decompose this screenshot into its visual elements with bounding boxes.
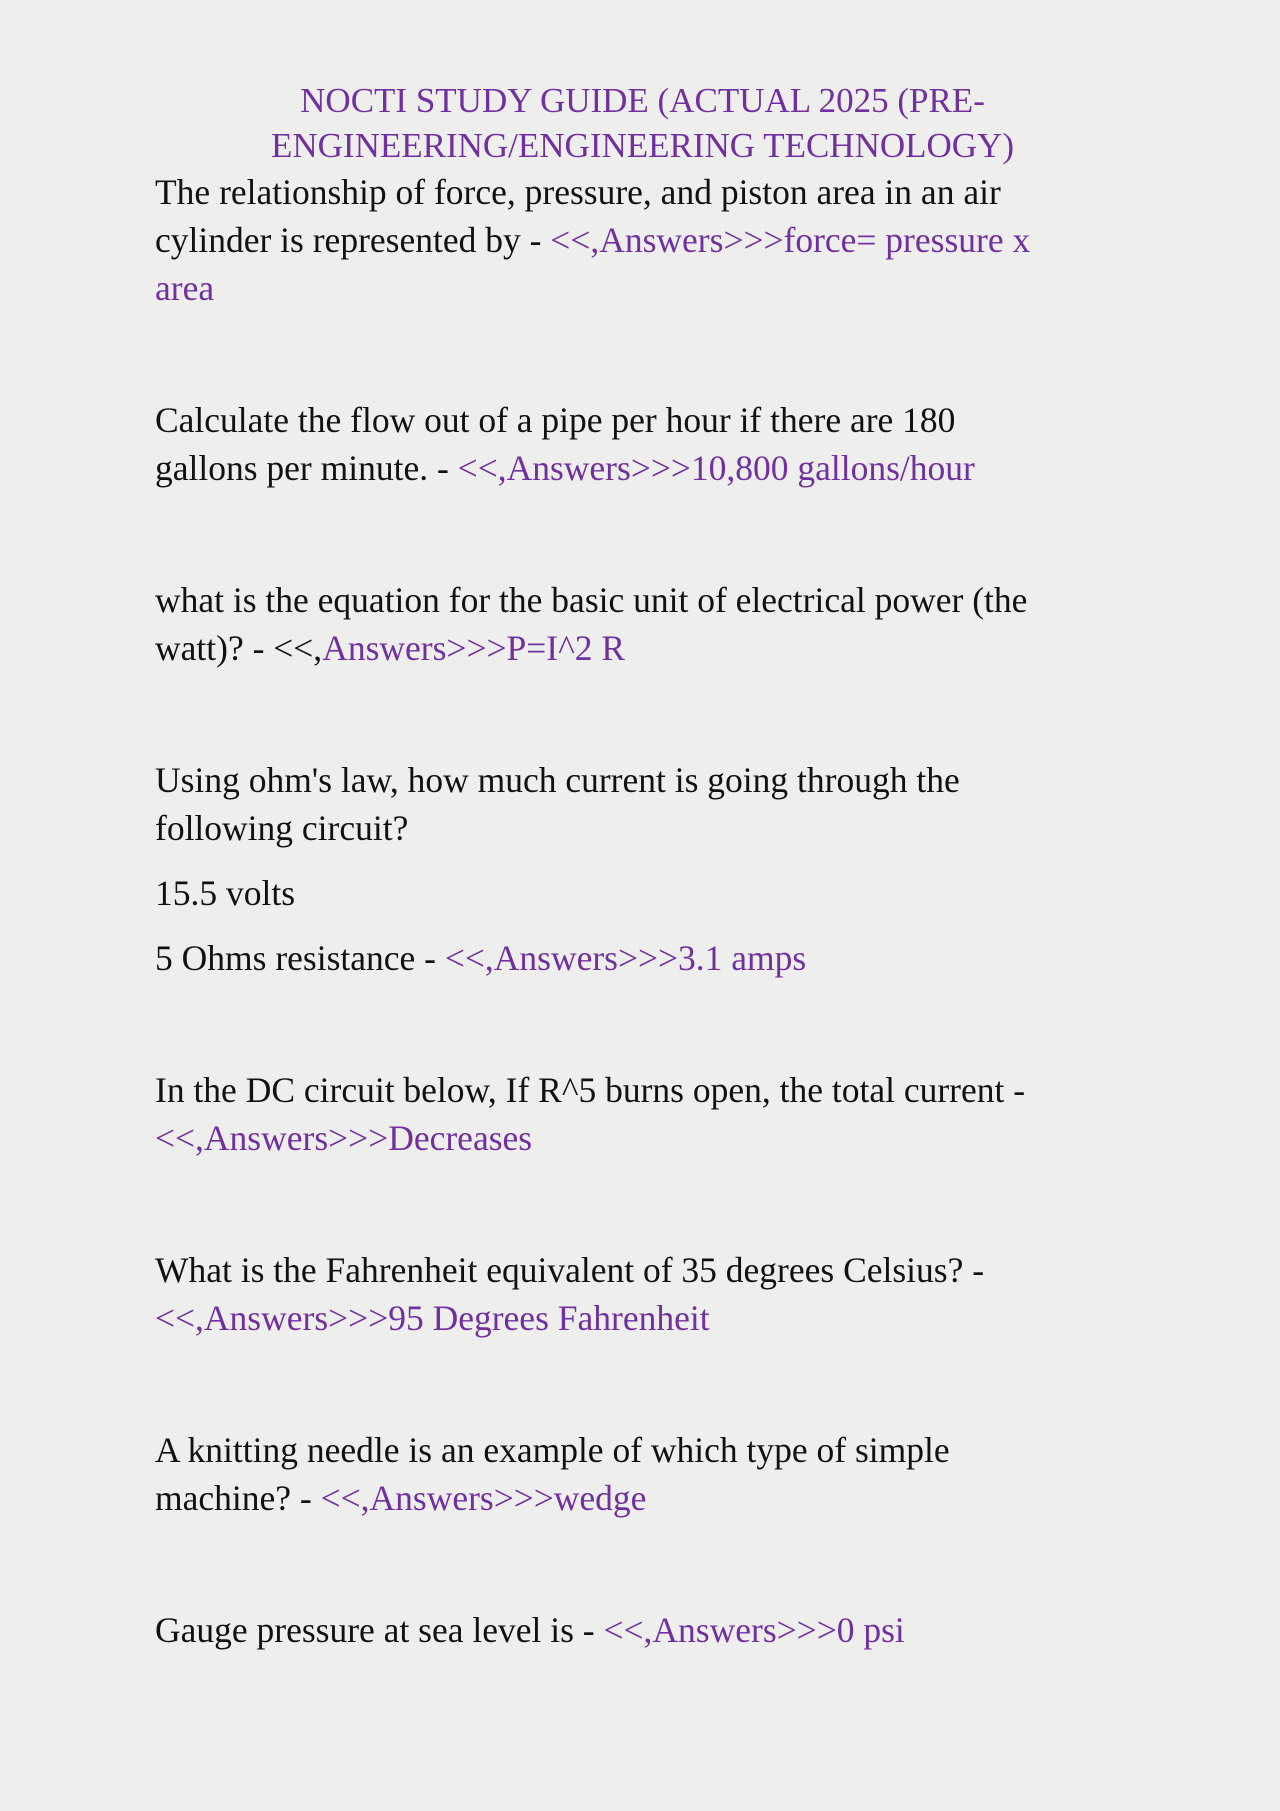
question-line [155,216,1130,264]
question-text: machine? - [155,1478,321,1518]
qa-item-3 [155,576,1130,672]
question-line: What is the Fahrenheit equivalent of 35 degrees Celsius? - [155,1250,985,1290]
question-line [155,1474,1130,1522]
question-line: In the DC circuit below, If R^5 burns open, the total current - [155,1070,1026,1110]
answer-text: <<,Answers>>>95 Degrees Fahrenheit [155,1298,710,1338]
qa-item-5 [155,1066,1130,1162]
answer-text: <<,Answers>>>Decreases [155,1118,533,1158]
answer-text: <<,Answers>>>10,800 gallons/hour [457,448,975,488]
answer-text: <<,Answers>>>3.1 amps [444,938,807,978]
question-line: A knitting needle is an example of which type of simple [155,1430,950,1470]
question-line: what is the equation for the basic unit of electrical power (the [155,580,1028,620]
qa-item-8 [155,1606,1130,1654]
answer-continuation: area [155,268,215,308]
qa-item-2 [155,396,1130,492]
document-page [155,78,1130,1654]
title-line-1 [155,78,1130,123]
qa-item-7 [155,1426,1130,1522]
question-line [155,1606,1130,1654]
question-text: gallons per minute. - [155,448,458,488]
qa-item-1 [155,168,1130,312]
qa-item-6 [155,1246,1130,1342]
question-line: Calculate the flow out of a pipe per hour if there are 180 [155,400,956,440]
question-detail-resistance [155,934,1130,982]
question-line [155,444,1130,492]
answer-text: Answers>>>P=I^2 R [322,628,626,668]
question-line: Using ohm's law, how much current is going through the [155,760,960,800]
question-detail-volts: 15.5 volts [155,873,296,913]
question-text: 5 Ohms resistance - [155,938,445,978]
question-line: The relationship of force, pressure, and piston area in an air [155,172,1001,212]
question-line: following circuit? [155,808,409,848]
question-text: cylinder is represented by - [155,220,551,260]
question-text: Gauge pressure at sea level is - [155,1610,604,1650]
page-title [155,78,1130,168]
question-line [155,624,1130,672]
title-part-2: ENGINEERING/ENGINEERING TECHNOLOGY) [271,126,1014,165]
question-text: watt)? - <<, [155,628,323,668]
answer-text: <<,Answers>>>0 psi [603,1610,905,1650]
title-line-2 [155,123,1130,168]
qa-item-4 [155,756,1130,982]
title-part-1: NOCTI STUDY GUIDE (ACTUAL 2025 (PRE- [300,81,985,120]
answer-text: <<,Answers>>>force= pressure x [550,220,1031,260]
answer-text: <<,Answers>>>wedge [320,1478,647,1518]
